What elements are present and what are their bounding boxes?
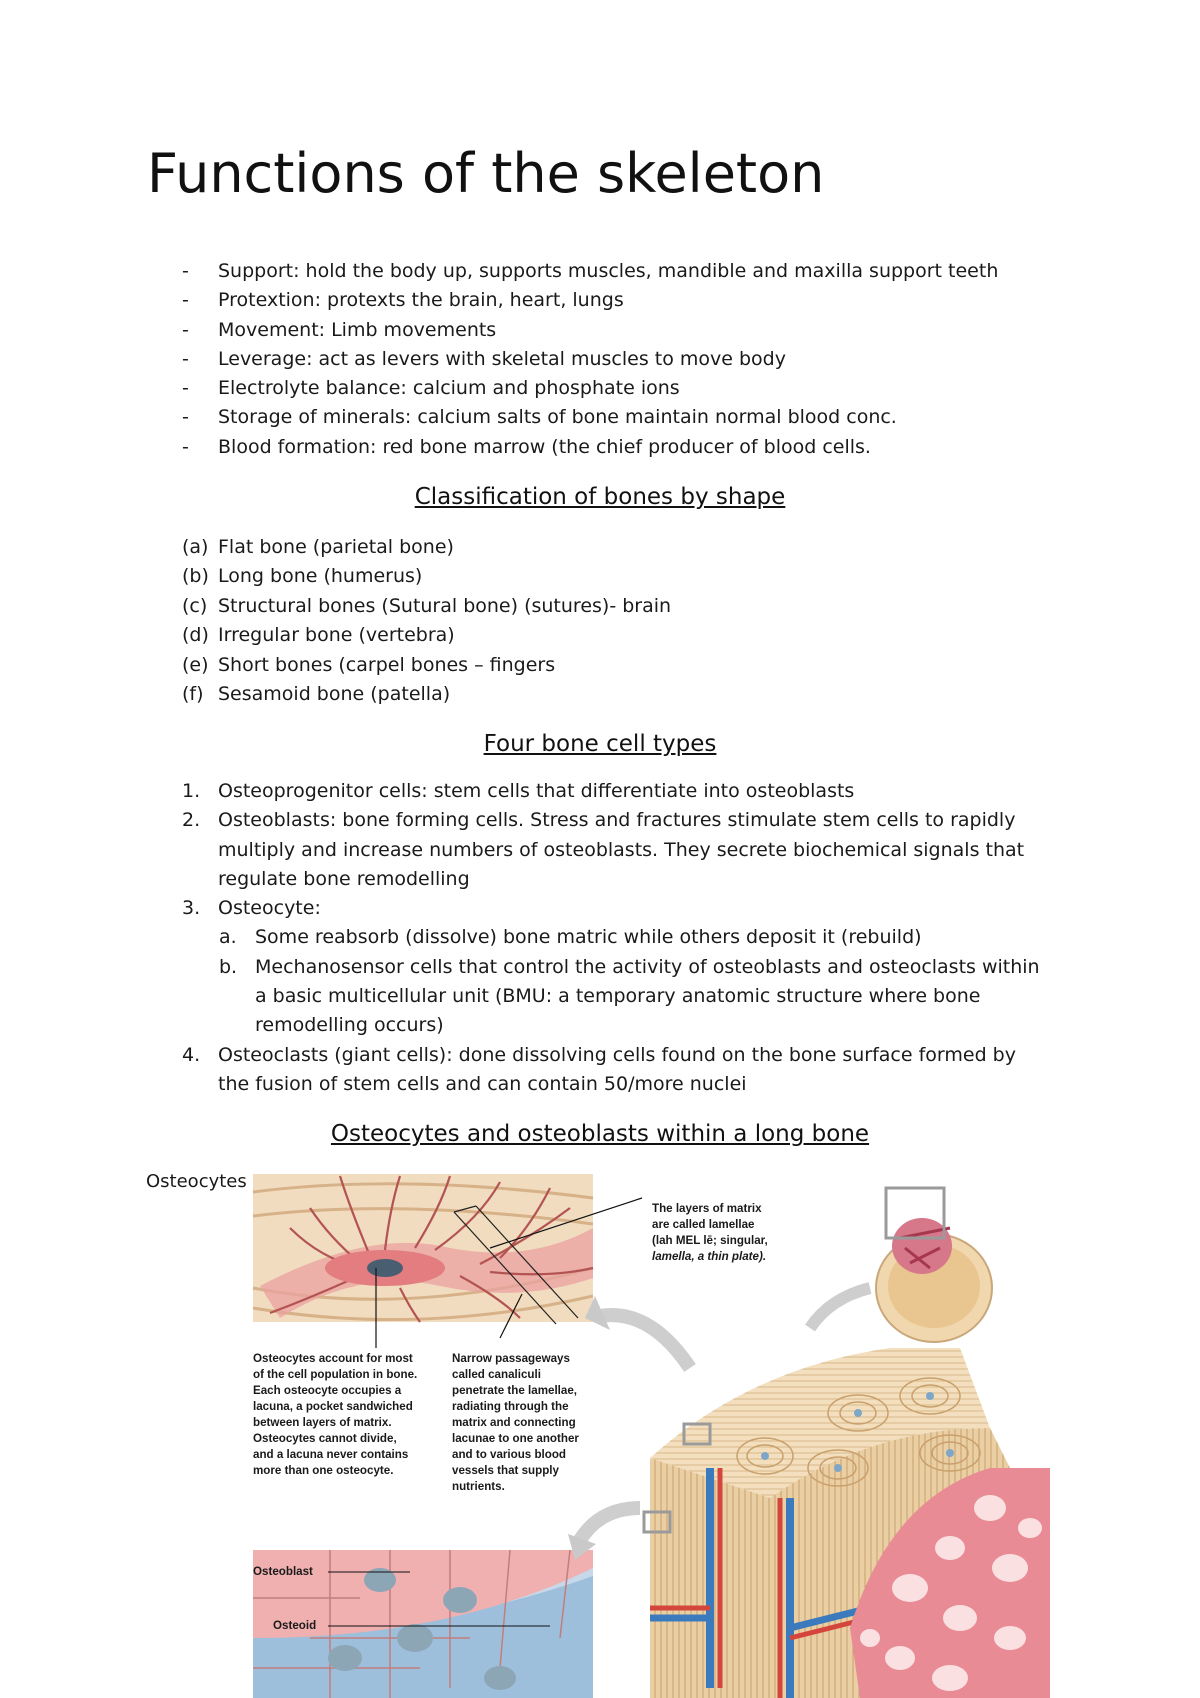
caption-line: lacuna, a pocket sandwiched <box>253 1400 413 1413</box>
list-item: - Storage of minerals: calcium salts of bone maintain normal blood conc. <box>182 406 897 429</box>
list-item: 4. Osteoclasts (giant cells): done dissolving cells found on the bone surface formed by the fusion of stem cells and can contain 50/more nuclei <box>182 1043 1016 1095</box>
caption-line: are called lamellae <box>652 1218 755 1231</box>
list-item: - Blood formation: red bone marrow (the chief producer of blood cells. <box>182 435 871 458</box>
bone-figure <box>250 1168 1050 1698</box>
caption-line: Osteocytes account for most <box>253 1352 413 1365</box>
functions-list <box>182 257 998 462</box>
list-item: - Protextion: protexts the brain, heart, lungs <box>182 289 624 312</box>
classification-list <box>182 533 671 709</box>
cell-types-list <box>182 777 1052 1099</box>
page-title: Functions of the skeleton <box>147 142 825 205</box>
caption-line: nutrients. <box>452 1480 505 1493</box>
caption-line: of the cell population in bone. <box>253 1368 418 1381</box>
lamellae-caption <box>652 1201 768 1265</box>
caption-line: and a lacuna never contains <box>253 1448 409 1461</box>
list-item: 1. Osteoprogenitor cells: stem cells that differentiate into osteoblasts <box>182 780 855 802</box>
osteoid-label: Osteoid <box>273 1619 317 1632</box>
list-item: - Support: hold the body up, supports muscles, mandible and maxilla support teeth <box>182 260 999 282</box>
caption-line: penetrate the lamellae, <box>452 1384 578 1397</box>
caption-line: vessels that supply <box>452 1464 559 1477</box>
list-subitem: b. Mechanosensor cells that control the activity of osteoblasts and osteoclasts within a basic multicellular unit (BMU: a temporary anatomic structure where bone remodelling occurs) <box>219 955 1040 1037</box>
caption-line: The layers of matrix <box>652 1202 762 1215</box>
cell-types-heading: Four bone cell types <box>483 731 717 757</box>
osteocytes-label: Osteocytes <box>146 1171 247 1192</box>
list-item: 3. Osteocyte: <box>182 897 321 920</box>
caption-line: called canaliculi <box>452 1368 541 1381</box>
classification-heading: Classification of bones by shape <box>414 484 786 510</box>
figure-heading: Osteocytes and osteoblasts within a long bone <box>330 1121 870 1147</box>
caption-line: and to various blood <box>452 1448 567 1461</box>
caption-line: radiating through the <box>452 1400 569 1413</box>
list-subitem: a. Some reabsorb (dissolve) bone matric while others deposit it (rebuild) <box>219 926 922 949</box>
list-item: (d) Irregular bone (vertebra) <box>182 624 455 647</box>
list-item: - Leverage: act as levers with skeletal muscles to move body <box>182 347 786 370</box>
caption-line: more than one osteocyte. <box>253 1464 394 1477</box>
list-item: (c) Structural bones (Sutural bone) (sutures)- brain <box>182 594 672 617</box>
list-item: - Electrolyte balance: calcium and phosphate ions <box>182 377 680 400</box>
caption-line: matrix and connecting <box>452 1416 576 1429</box>
list-item: 2. Osteoblasts: bone forming cells. Stress and fractures stimulate stem cells to rapidly multiply and increase numbers of osteoblasts. They secrete biochemical signals that regulate bone remodelling <box>182 809 1025 890</box>
caption-line: Osteocytes cannot divide, <box>253 1432 397 1445</box>
list-item: - Movement: Limb movements <box>182 318 497 341</box>
list-item: (f) Sesamoid bone (patella) <box>182 682 451 705</box>
caption-line: lacunae to one another <box>452 1432 579 1445</box>
caption-line: lamella, a thin plate). <box>652 1250 767 1263</box>
caption-line: Narrow passageways <box>452 1352 570 1365</box>
caption-line: between layers of matrix. <box>253 1416 392 1429</box>
osteocyte-panel <box>253 1174 642 1348</box>
list-item: (b) Long bone (humerus) <box>182 565 423 588</box>
list-item: (a) Flat bone (parietal bone) <box>182 536 454 558</box>
canaliculi-caption <box>452 1351 579 1495</box>
caption-line: (lah MEL lē; singular, <box>652 1234 768 1247</box>
osteocyte-caption <box>253 1351 417 1479</box>
bone-cross-section <box>876 1188 992 1342</box>
caption-line: Each osteocyte occupies a <box>253 1384 402 1397</box>
list-item: (e) Short bones (carpel bones – fingers <box>182 653 556 676</box>
osteoblast-label: Osteoblast <box>253 1565 313 1578</box>
